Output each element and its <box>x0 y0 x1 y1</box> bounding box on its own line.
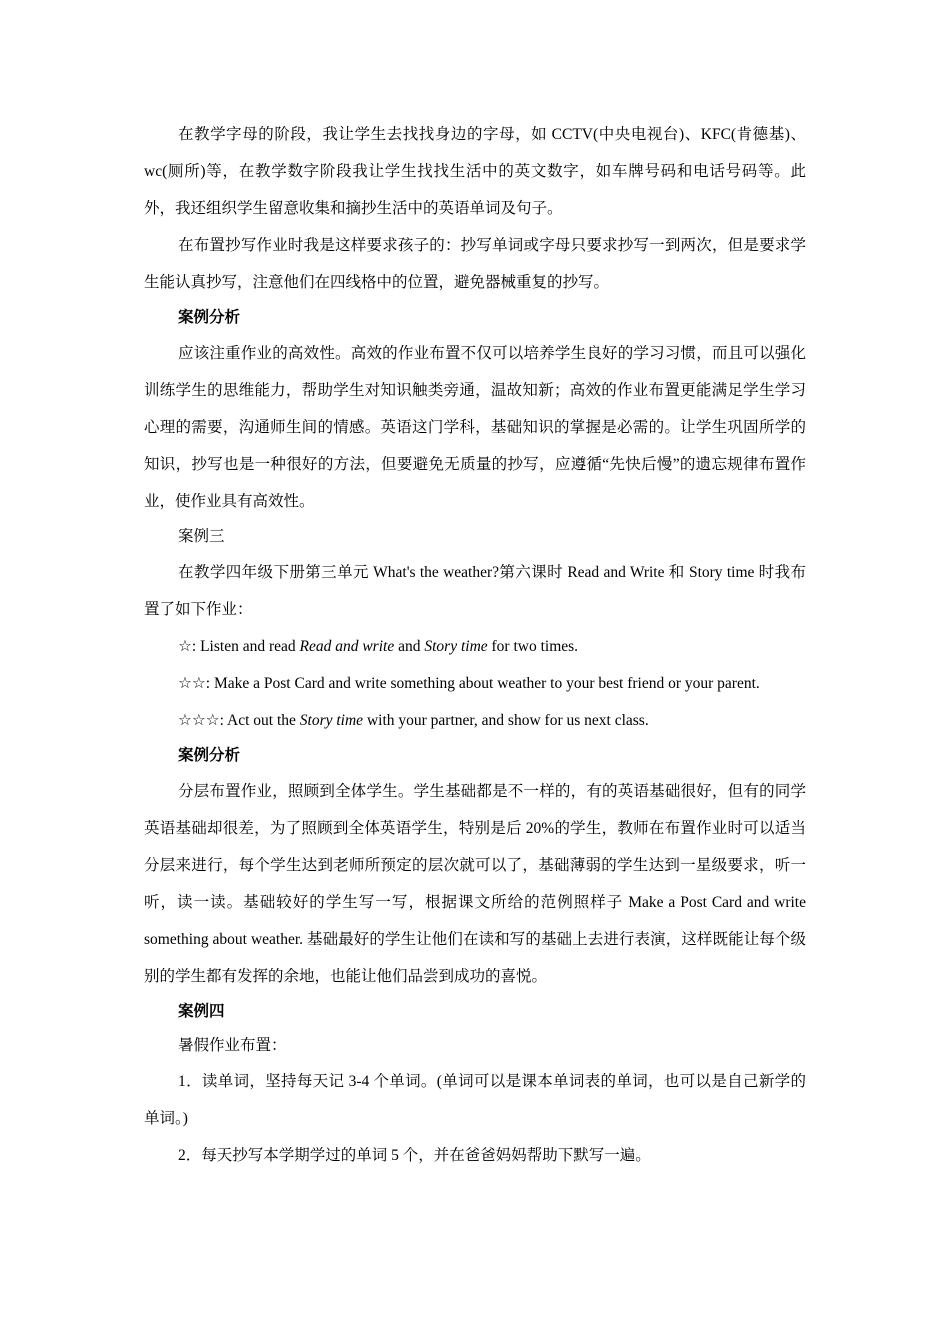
two-star-icon: ☆☆: <box>178 675 211 692</box>
homework-text: Act out the <box>224 712 300 729</box>
homework-text: with your partner, and show for us next class. <box>363 712 649 729</box>
document-body <box>144 116 806 1174</box>
paragraph-copying-requirement: 在布置抄写作业时我是这样要求孩子的：抄写单词或字母只要求抄写一到两次，但是要求学生能认真抄写，注意他们在四线格中的位置，避免器械重复的抄写。 <box>144 237 806 291</box>
homework-level-three <box>144 702 806 739</box>
section-heading-case-four: 案例四 <box>178 1003 225 1020</box>
paragraph-summer-homework: 暑假作业布置： <box>178 1037 287 1054</box>
paragraph-letters-in-life: 在教学字母的阶段，我让学生去找找身边的字母，如 CCTV(中央电视台)、KFC(肯德基)、wc(厕所)等，在教学数字阶段我让学生找找生活中的英文数字，如车牌号码和电话号码等。此外，我还组织学生留意收集和摘抄生活中的英语单词及句子。 <box>144 126 806 217</box>
homework-level-two <box>144 665 806 702</box>
list-item-copy-words: 2．每天抄写本学期学过的单词 5 个，并在爸爸妈妈帮助下默写一遍。 <box>178 1147 651 1164</box>
homework-text: and <box>394 638 425 655</box>
homework-italic-title: Story time <box>299 712 364 729</box>
homework-text: Make a Post Card and write something about weather to your best friend or your parent. <box>210 675 760 692</box>
paragraph-efficiency-analysis: 应该注重作业的高效性。高效的作业布置不仅可以培养学生良好的学习习惯，而且可以强化训练学生的思维能力，帮助学生对知识触类旁通，温故知新；高效的作业布置更能满足学生学习心理的需要，沟通师生间的情感。英语这门学科，基础知识的掌握是必需的。让学生巩固所学的知识，抄写也是一种很好的方法，但要避免无质量的抄写，应遵循“先快后慢”的遗忘规律布置作业，使作业具有高效性。 <box>144 345 806 510</box>
homework-text: Listen and read <box>196 638 300 655</box>
homework-italic-title: Story time <box>424 638 488 655</box>
three-star-icon: ☆☆☆: <box>178 712 224 729</box>
one-star-icon: ☆: <box>178 638 197 655</box>
list-item-read-words: 1．读单词，坚持每天记 3-4 个单词。(单词可以是课本单词表的单词，也可以是自己新学的单词。) <box>144 1073 806 1127</box>
paragraph-case-three-intro: 在教学四年级下册第三单元 What's the weather?第六课时 Read and Write 和 Story time 时我布置了如下作业： <box>144 564 806 618</box>
section-heading-case-analysis-1: 案例分析 <box>178 309 241 326</box>
homework-italic-title: Read and write <box>299 638 395 655</box>
homework-level-one <box>144 628 806 665</box>
paragraph-layered-homework: 分层布置作业，照顾到全体学生。学生基础都是不一样的，有的英语基础很好，但有的同学英语基础却很差，为了照顾到全体英语学生，特别是后 20%的学生，教师在布置作业时可以适当分层来进行，每个学生达到老师所预定的层次就可以了，基础薄弱的学生达到一星级要求，听一听，读一读。基础较好的学生写一写，根据课文所给的范例照样子 Make a Post Card and write something about weather. 基础最好的学生让他们在读和写的基础上去进行表演，这样既能让每个级别的学生都有发挥的余地，也能让他们品尝到成功的喜悦。 <box>144 783 806 985</box>
homework-text: for two times. <box>487 638 579 655</box>
section-heading-case-three: 案例三 <box>178 528 225 545</box>
section-heading-case-analysis-2: 案例分析 <box>178 747 241 764</box>
